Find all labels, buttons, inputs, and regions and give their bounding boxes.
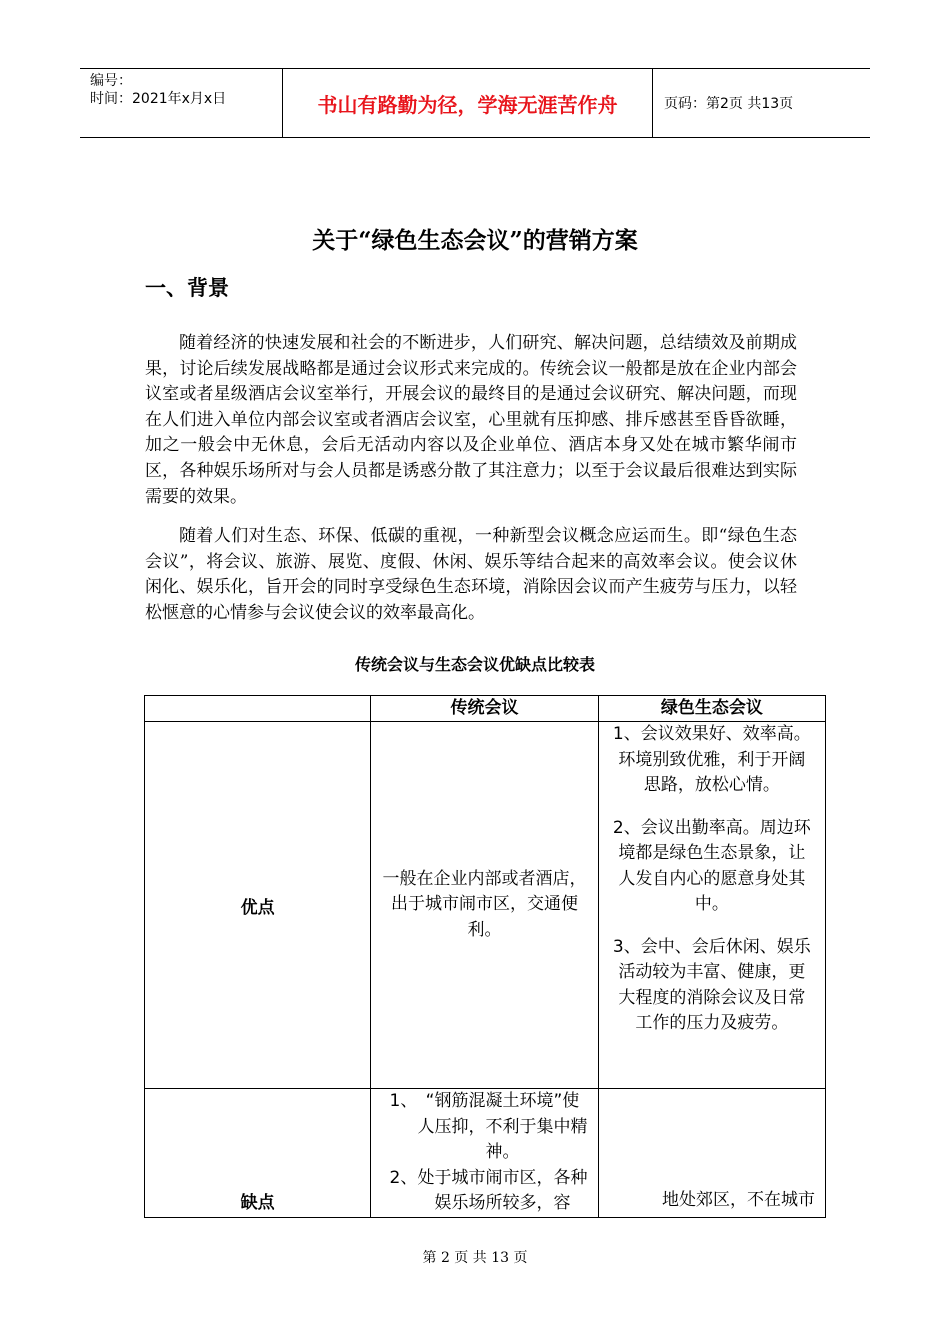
page-header [80,68,870,138]
document-title: 关于“绿色生态会议”的营销方案 [312,227,638,254]
advantages-green-cell [598,722,825,1089]
disadvantages-green-cell [598,1089,825,1218]
section-heading-background: 一、背景 [145,276,229,300]
header-cell-traditional: 传统会议 [371,696,598,722]
table-header-row [145,696,826,722]
comparison-table [144,695,826,1218]
paragraph-1: 随着经济的快速发展和社会的不断进步，人们研究、解决问题，总结绩效及前期成果，讨论后续发展战略都是通过会议形式来完成的。传统会议一般都是放在企业内部会议室或者星级酒店会议室举行，开展会议的最终目的是通过会议研究、解决问题，而现在人们进入单位内部会议室或者酒店会议室，心里就有压抑感、排斥感甚至昏昏欲睡，加之一般会中无休息，会后无活动内容以及企业单位、酒店本身又处在城市繁华闹市区，各种娱乐场所对与会人员都是诱惑分散了其注意力；以至于会议最后很难达到实际需要的效果。 [145,333,797,507]
header-slogan: 书山有路勤为径，学海无涯苦作舟 [282,69,653,137]
table-row-disadvantages [145,1089,826,1218]
disadvantages-traditional-cell [371,1089,598,1218]
page-footer: 第 2 页 共 13 页 [422,1250,528,1266]
item-1-text: “钢筋混凝土环境”使人压抑，不利于集中精神。 [417,1091,588,1162]
advantage-green-item-2: 2、会议出勤率高。周边环境都是绿色生态景象，让人发自内心的愿意身处其中。 [612,817,811,914]
item-1-number: 1、 [389,1091,418,1111]
header-meta [80,69,282,137]
row-label-advantages [145,722,371,1089]
advantages-traditional-text: 一般在企业内部或者酒店，出于城市闹市区，交通便利。 [382,868,587,940]
header-cell-empty [145,696,371,722]
row-label-disadvantages [145,1089,371,1218]
number-label: 编号： [90,73,132,89]
header-cell-green: 绿色生态会议 [598,696,825,722]
table-row-advantages [145,722,826,1089]
disadvantages-label: 缺点 [240,1192,275,1213]
time-label: 时间：2021年x月x日 [90,91,227,107]
disadvantage-traditional-item-1 [385,1089,587,1166]
table-caption: 传统会议与生态会议优缺点比较表 [354,655,595,674]
header-page-info: 页码：第2页 共13页 [664,96,794,112]
item-2-number: 2、 [389,1167,418,1188]
advantages-label: 优点 [240,897,275,918]
advantages-traditional-cell [371,722,598,1089]
advantage-green-item-3: 3、会中、会后休闲、娱乐活动较为丰富、健康，更大程度的消除会议及日常工作的压力及疲劳。 [612,936,811,1033]
item-2-text: 处于城市闹市区，各种娱乐场所较多，容 [417,1167,588,1213]
paragraph-2: 随着人们对生态、环保、低碳的重视，一种新型会议概念应运而生。即“绿色生态会议”，将会议、旅游、展览、度假、休闲、娱乐等结合起来的高效率会议。使会议休闲化、娱乐化，旨开会的同时享受绿色生态环境，消除因会议而产生疲劳与压力，以轻松惬意的心情参与会议使会议的效率最高化。 [145,526,797,623]
advantage-green-item-1: 1、会议效果好、效率高。环境别致优雅，利于开阔思路，放松心情。 [612,724,811,795]
disadvantages-green-text: 地处郊区，不在城市 [662,1190,815,1210]
disadvantage-traditional-item-2 [385,1166,587,1217]
